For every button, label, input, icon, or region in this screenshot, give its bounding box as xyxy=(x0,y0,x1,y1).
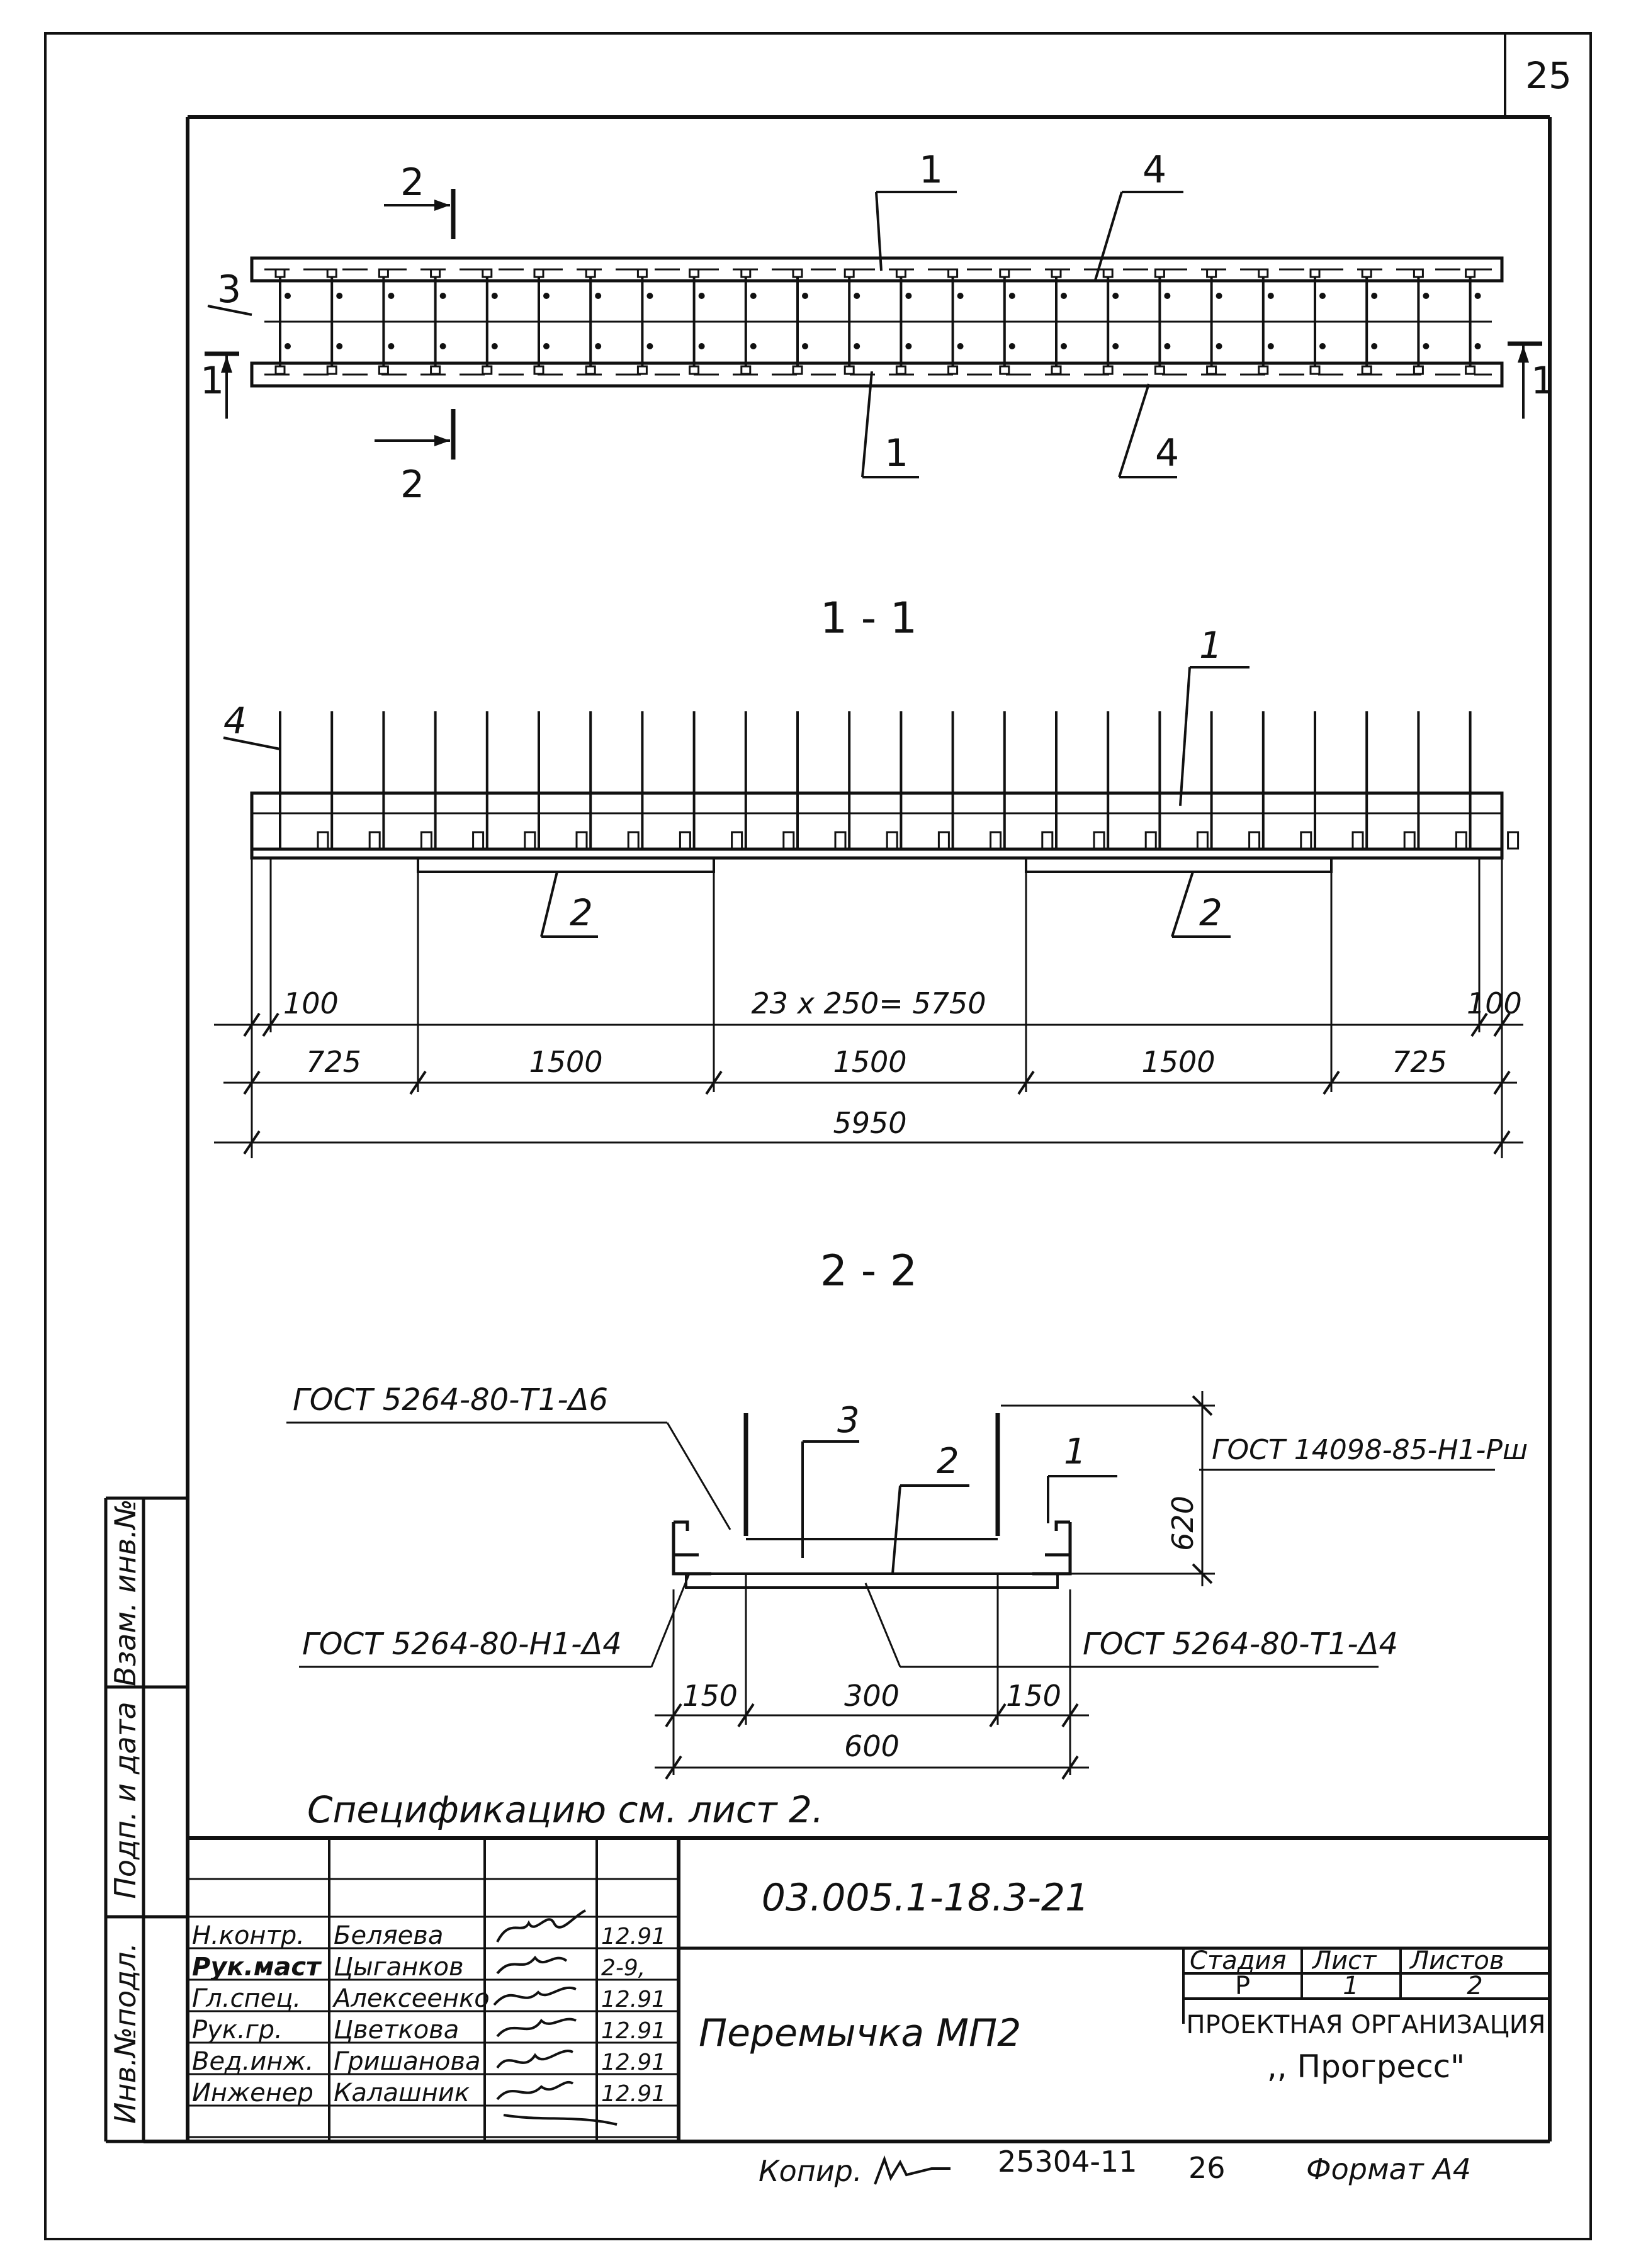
plan-stirrup-bottom xyxy=(483,366,492,374)
plan-rod-dot xyxy=(440,343,446,349)
section-1-1 xyxy=(214,594,1523,1158)
note-top-right: ГОСТ 14098-85-Н1-Рш xyxy=(1212,1434,1528,1466)
s1-bracket xyxy=(318,832,328,849)
svg-text:12.91: 12.91 xyxy=(601,2050,667,2075)
plan-rod-dot xyxy=(336,343,342,349)
plan-rod-dot xyxy=(1319,293,1326,299)
title-block xyxy=(188,1838,1550,2141)
s1-bracket xyxy=(1197,832,1207,849)
plan-callout-1-bottom: 1 xyxy=(884,431,909,475)
plan-rod-dot xyxy=(285,293,291,299)
plan-stirrup-bottom xyxy=(1052,366,1061,374)
plan-stirrup-bottom xyxy=(638,366,646,374)
svg-text:12.91: 12.91 xyxy=(601,2018,667,2044)
s2-dim-150-right: 150 xyxy=(1006,1679,1061,1713)
plan-stirrup-bottom xyxy=(1362,366,1371,374)
stamp-vzam-inv: Взам. инв.№ xyxy=(108,1499,142,1686)
plan-rod-dot xyxy=(1164,343,1170,349)
svg-text:Н.контр.: Н.контр. xyxy=(192,1921,305,1950)
plan-rod-dot xyxy=(1164,293,1170,299)
dim-span-5: 725 xyxy=(1392,1045,1447,1079)
plan-rod-dot xyxy=(802,343,808,349)
svg-text:Рук.гр.: Рук.гр. xyxy=(192,2016,283,2045)
plan-stirrup-bottom xyxy=(534,366,543,374)
tb-row-0 xyxy=(192,1921,666,1950)
plan-rod-dot xyxy=(854,343,860,349)
s1-bracket xyxy=(473,832,483,849)
s1-bracket xyxy=(421,832,431,849)
plan-rod-dot xyxy=(285,343,291,349)
s1-bracket xyxy=(991,832,1001,849)
plan-stirrup-top xyxy=(1259,269,1268,277)
s1-bracket xyxy=(628,832,638,849)
dim-span-2: 1500 xyxy=(529,1045,603,1079)
plan-stirrup-bottom xyxy=(949,366,957,374)
plan-rod-dot xyxy=(1112,343,1119,349)
dim-span-3: 1500 xyxy=(833,1045,907,1079)
section-1-rods xyxy=(280,711,1518,849)
plan-rod-dot xyxy=(802,293,808,299)
s1-bracket xyxy=(1301,832,1311,849)
sheets-value: 2 xyxy=(1467,1972,1483,2000)
plan-stirrup-top xyxy=(845,269,854,277)
s1-bracket xyxy=(939,832,949,849)
plan-stirrup-top xyxy=(1466,269,1475,277)
s2-callout-1: 1 xyxy=(1064,1431,1086,1472)
s2-callout-3: 3 xyxy=(837,1400,860,1441)
org-line-2: ,, Прогресс" xyxy=(1266,2048,1465,2085)
dim-span-1: 725 xyxy=(306,1045,361,1079)
plan-rod-dot xyxy=(646,343,653,349)
plan-rod-dot xyxy=(388,343,394,349)
s2-dim-150-left: 150 xyxy=(682,1679,738,1713)
plan-rod-dot xyxy=(1112,293,1119,299)
side-stamp xyxy=(106,1498,188,2141)
svg-text:Инженер: Инженер xyxy=(192,2079,313,2107)
s1-callout-4: 4 xyxy=(223,699,247,742)
plan-rod-dot xyxy=(1475,293,1481,299)
plan-stirrup-bottom xyxy=(793,366,802,374)
plan-stirrup-top xyxy=(1052,269,1061,277)
plan-callout-4-bottom: 4 xyxy=(1155,431,1180,475)
s1-bracket xyxy=(1146,832,1156,849)
tb-row-4 xyxy=(192,2047,666,2076)
plan-rod-dot xyxy=(595,293,601,299)
plan-stirrup-bottom xyxy=(431,366,440,374)
plan-rod-dot xyxy=(750,343,757,349)
s2-dim-total: 600 xyxy=(844,1729,900,1763)
dim-edge-left: 100 xyxy=(283,986,339,1020)
plan-stirrup-bottom xyxy=(276,366,285,374)
section-2-title: 2 - 2 xyxy=(820,1246,918,1296)
plan-rod-dot xyxy=(492,343,498,349)
plan-stirrup-top xyxy=(379,269,388,277)
plan-stirrup-top xyxy=(1362,269,1371,277)
plan-rod-dot xyxy=(1268,343,1274,349)
plan-stirrup-top xyxy=(949,269,957,277)
plan-rod-dot xyxy=(1009,293,1015,299)
bottom-plate xyxy=(686,1574,1058,1588)
plan-rod-dot xyxy=(905,343,911,349)
plan-stirrup-top xyxy=(896,269,905,277)
s1-bracket xyxy=(1250,832,1260,849)
sheet-header: Лист xyxy=(1312,1946,1377,1975)
s1-bracket xyxy=(835,832,845,849)
sheet-value: 1 xyxy=(1343,1972,1359,2000)
s2-callout-2: 2 xyxy=(937,1441,959,1482)
plan-rod-dot xyxy=(492,293,498,299)
s1-bracket xyxy=(732,832,742,849)
plan-stirrup-bottom xyxy=(896,366,905,374)
plan-callout-4-top: 4 xyxy=(1142,148,1167,192)
plan-rod-dot xyxy=(699,293,705,299)
plan-stirrup-bottom xyxy=(1311,366,1319,374)
svg-text:12.91: 12.91 xyxy=(601,1987,667,2012)
plan-rod-dot xyxy=(750,293,757,299)
plan-rod-dot xyxy=(440,293,446,299)
plan-stirrup-top xyxy=(1103,269,1112,277)
s1-bracket xyxy=(784,832,794,849)
s1-bracket xyxy=(1353,832,1363,849)
doc-title: Перемычка МП2 xyxy=(699,2011,1022,2055)
plan-rod-dot xyxy=(1216,293,1222,299)
plan-stirrup-top xyxy=(483,269,492,277)
plan-view xyxy=(200,148,1555,507)
plan-callout-1-top: 1 xyxy=(919,148,944,192)
footer-format: Формат А4 xyxy=(1306,2152,1471,2186)
svg-text:2-9,: 2-9, xyxy=(601,1955,646,1981)
svg-text:12.91: 12.91 xyxy=(601,2081,667,2107)
cut-1-right-label: 1 xyxy=(1531,359,1555,403)
svg-text:Цветкова: Цветкова xyxy=(334,2016,460,2045)
svg-text:Цыганков: Цыганков xyxy=(334,1953,464,1982)
cut-1-left-label: 1 xyxy=(200,359,225,403)
svg-text:Алексеенко: Алексеенко xyxy=(334,1984,490,2013)
dim-span-4: 1500 xyxy=(1141,1045,1216,1079)
stamp-podp-data: Подп. и дата xyxy=(108,1701,142,1899)
plan-stirrup-bottom xyxy=(1466,366,1475,374)
s1-bracket xyxy=(525,832,535,849)
section-2-2 xyxy=(286,1246,1528,1779)
note-bottom-left: ГОСТ 5264-80-Н1-Δ4 xyxy=(302,1627,622,1662)
plan-stirrup-top xyxy=(690,269,699,277)
plan-stirrup-top xyxy=(431,269,440,277)
plan-stirrup-bottom xyxy=(586,366,595,374)
plan-stirrup-top xyxy=(1155,269,1164,277)
footer-signature xyxy=(875,2159,951,2184)
section-1-plate-left xyxy=(418,858,714,872)
plan-rod-dot xyxy=(1423,343,1429,349)
plan-stirrup-bottom xyxy=(1000,366,1009,374)
plan-stirrup-top xyxy=(742,269,750,277)
plan-stirrup-top xyxy=(1207,269,1216,277)
dim-edge-right: 100 xyxy=(1467,986,1522,1020)
plan-stirrup-top xyxy=(1414,269,1423,277)
plan-rod-dot xyxy=(1319,343,1326,349)
right-channel xyxy=(1032,1522,1070,1574)
section-1-title: 1 - 1 xyxy=(820,594,918,643)
s1-bracket xyxy=(1508,832,1518,849)
plan-stirrup-bottom xyxy=(379,366,388,374)
s1-bracket xyxy=(887,832,897,849)
plan-stirrup-top xyxy=(276,269,285,277)
spec-note: Спецификацию см. лист 2. xyxy=(307,1788,824,1831)
doc-code: 03.005.1-18.3-21 xyxy=(761,1876,1090,1920)
plan-rod-dot xyxy=(1423,293,1429,299)
dim-total: 5950 xyxy=(833,1106,907,1140)
s1-bracket xyxy=(1042,832,1052,849)
plan-stirrup-bottom xyxy=(1259,366,1268,374)
plan-rod-dot xyxy=(1216,343,1222,349)
footer-number: 25304-11 xyxy=(998,2145,1137,2179)
plan-rod-dot xyxy=(1371,343,1377,349)
plan-rod-dot xyxy=(854,293,860,299)
plan-rod-dot xyxy=(1061,343,1067,349)
footer-page: 26 xyxy=(1188,2151,1226,2185)
stamp-inv-podl: Инв.№подл. xyxy=(108,1942,142,2124)
plan-stirrup-top xyxy=(638,269,646,277)
footer-copied: Копир. xyxy=(759,2154,862,2188)
plan-rod-dot xyxy=(595,343,601,349)
plan-rod-dot xyxy=(1009,343,1015,349)
tb-row-3 xyxy=(192,2016,666,2045)
plan-stirrup-top xyxy=(1000,269,1009,277)
tb-row-1 xyxy=(192,1953,645,1982)
s1-bracket xyxy=(1456,832,1466,849)
svg-text:Рук.маст: Рук.маст xyxy=(192,1953,321,1982)
plan-rod-dot xyxy=(1371,293,1377,299)
plan-rod-dot xyxy=(1268,293,1274,299)
stage-value: Р xyxy=(1234,1972,1251,2000)
s1-bracket xyxy=(370,832,380,849)
s2-dim-height: 620 xyxy=(1166,1496,1200,1551)
plan-stirrup-bottom xyxy=(1103,366,1112,374)
plan-stirrup-bottom xyxy=(845,366,854,374)
note-top-left: ГОСТ 5264-80-Т1-Δ6 xyxy=(293,1382,609,1418)
tb-row-2 xyxy=(192,1984,666,2013)
svg-text:12.91: 12.91 xyxy=(601,1924,667,1949)
plan-stirrup-top xyxy=(327,269,336,277)
plan-stirrup-top xyxy=(534,269,543,277)
s1-callout-1: 1 xyxy=(1199,624,1222,667)
tb-row-5 xyxy=(192,2079,666,2107)
plan-stirrup-bottom xyxy=(1414,366,1423,374)
footer xyxy=(759,2145,1471,2188)
note-bottom-right: ГОСТ 5264-80-Т1-Δ4 xyxy=(1083,1627,1399,1662)
dim-pitch: 23 x 250= 5750 xyxy=(751,986,986,1020)
cut-2-top-label: 2 xyxy=(400,161,425,205)
svg-text:Гришанова: Гришанова xyxy=(334,2047,481,2076)
plan-stirrup-bottom xyxy=(742,366,750,374)
plan-stirrup-top xyxy=(586,269,595,277)
plan-callout-3: 3 xyxy=(217,268,242,312)
plan-rod-dot xyxy=(905,293,911,299)
sheets-header: Листов xyxy=(1410,1946,1504,1975)
plan-stirrup-bottom xyxy=(1155,366,1164,374)
plan-rod-dot xyxy=(646,293,653,299)
org-line-1: ПРОЕКТНАЯ ОРГАНИЗАЦИЯ xyxy=(1186,2011,1546,2040)
plan-stirrup-bottom xyxy=(327,366,336,374)
stage-header: Стадия xyxy=(1190,1946,1287,1975)
plan-rod-dot xyxy=(1061,293,1067,299)
s1-callout-2-left: 2 xyxy=(570,891,593,934)
svg-text:Вед.инж.: Вед.инж. xyxy=(192,2047,314,2076)
sheet-number: 25 xyxy=(1525,54,1572,97)
plan-rod-dot xyxy=(957,293,964,299)
plan-rod-dot xyxy=(1475,343,1481,349)
s1-callout-2-right: 2 xyxy=(1199,891,1222,934)
left-channel xyxy=(674,1522,711,1574)
s2-dim-300: 300 xyxy=(844,1679,900,1713)
plan-rod-dot xyxy=(957,343,964,349)
s1-bracket xyxy=(1094,832,1104,849)
section-1-plate-right xyxy=(1026,858,1331,872)
s1-bracket xyxy=(680,832,690,849)
svg-text:Гл.спец.: Гл.спец. xyxy=(192,1984,302,2013)
plan-rod-dot xyxy=(543,343,550,349)
s1-bracket xyxy=(1404,832,1414,849)
svg-text:Калашник: Калашник xyxy=(334,2079,470,2107)
plan-rod-dot xyxy=(336,293,342,299)
plan-stirrup-top xyxy=(793,269,802,277)
svg-text:Беляева: Беляева xyxy=(334,1921,444,1950)
plan-stirrup-bottom xyxy=(1207,366,1216,374)
plan-rod-dot xyxy=(388,293,394,299)
s1-bracket xyxy=(577,832,587,849)
plan-stirrup-bottom xyxy=(690,366,699,374)
signatures xyxy=(494,1910,617,2124)
plan-rod-dot xyxy=(543,293,550,299)
plan-stirrup-top xyxy=(1311,269,1319,277)
plan-rod-dot xyxy=(699,343,705,349)
cut-2-bottom-label: 2 xyxy=(400,463,425,507)
